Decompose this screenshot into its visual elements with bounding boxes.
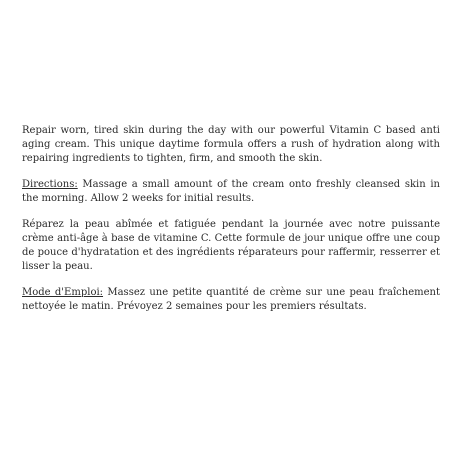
english-description: Repair worn, tired skin during the day with our powerful Vitamin C based anti aging cream. This unique daytime formula offers a rush of hydration along with repairing ingredients to tighten, firm, and smooth the skin. (22, 125, 440, 164)
english-directions-text: Massage a small amount of the cream onto freshly cleansed skin in the morning. Allow 2 weeks for initial results. (22, 179, 440, 204)
english-directions (22, 178, 440, 206)
french-directions-text: Massez une petite quantité de crème sur une peau fraîchement nettoyée le matin. Prévoyez 2 semaines pour les premiers résultats. (22, 287, 440, 312)
english-directions-heading: Directions: (22, 179, 78, 190)
product-label-text (22, 124, 440, 326)
french-directions (22, 286, 440, 314)
french-directions-heading: Mode d'Emploi: (22, 287, 104, 298)
french-description: Réparez la peau abîmée et fatiguée pendant la journée avec notre puissante crème anti-âge à base de vitamine C. Cette formule de jour unique offre une coup de pouce d'hydratation et des ingrédients réparateurs pour raffermir, resserrer et lisser la peau. (22, 219, 440, 272)
